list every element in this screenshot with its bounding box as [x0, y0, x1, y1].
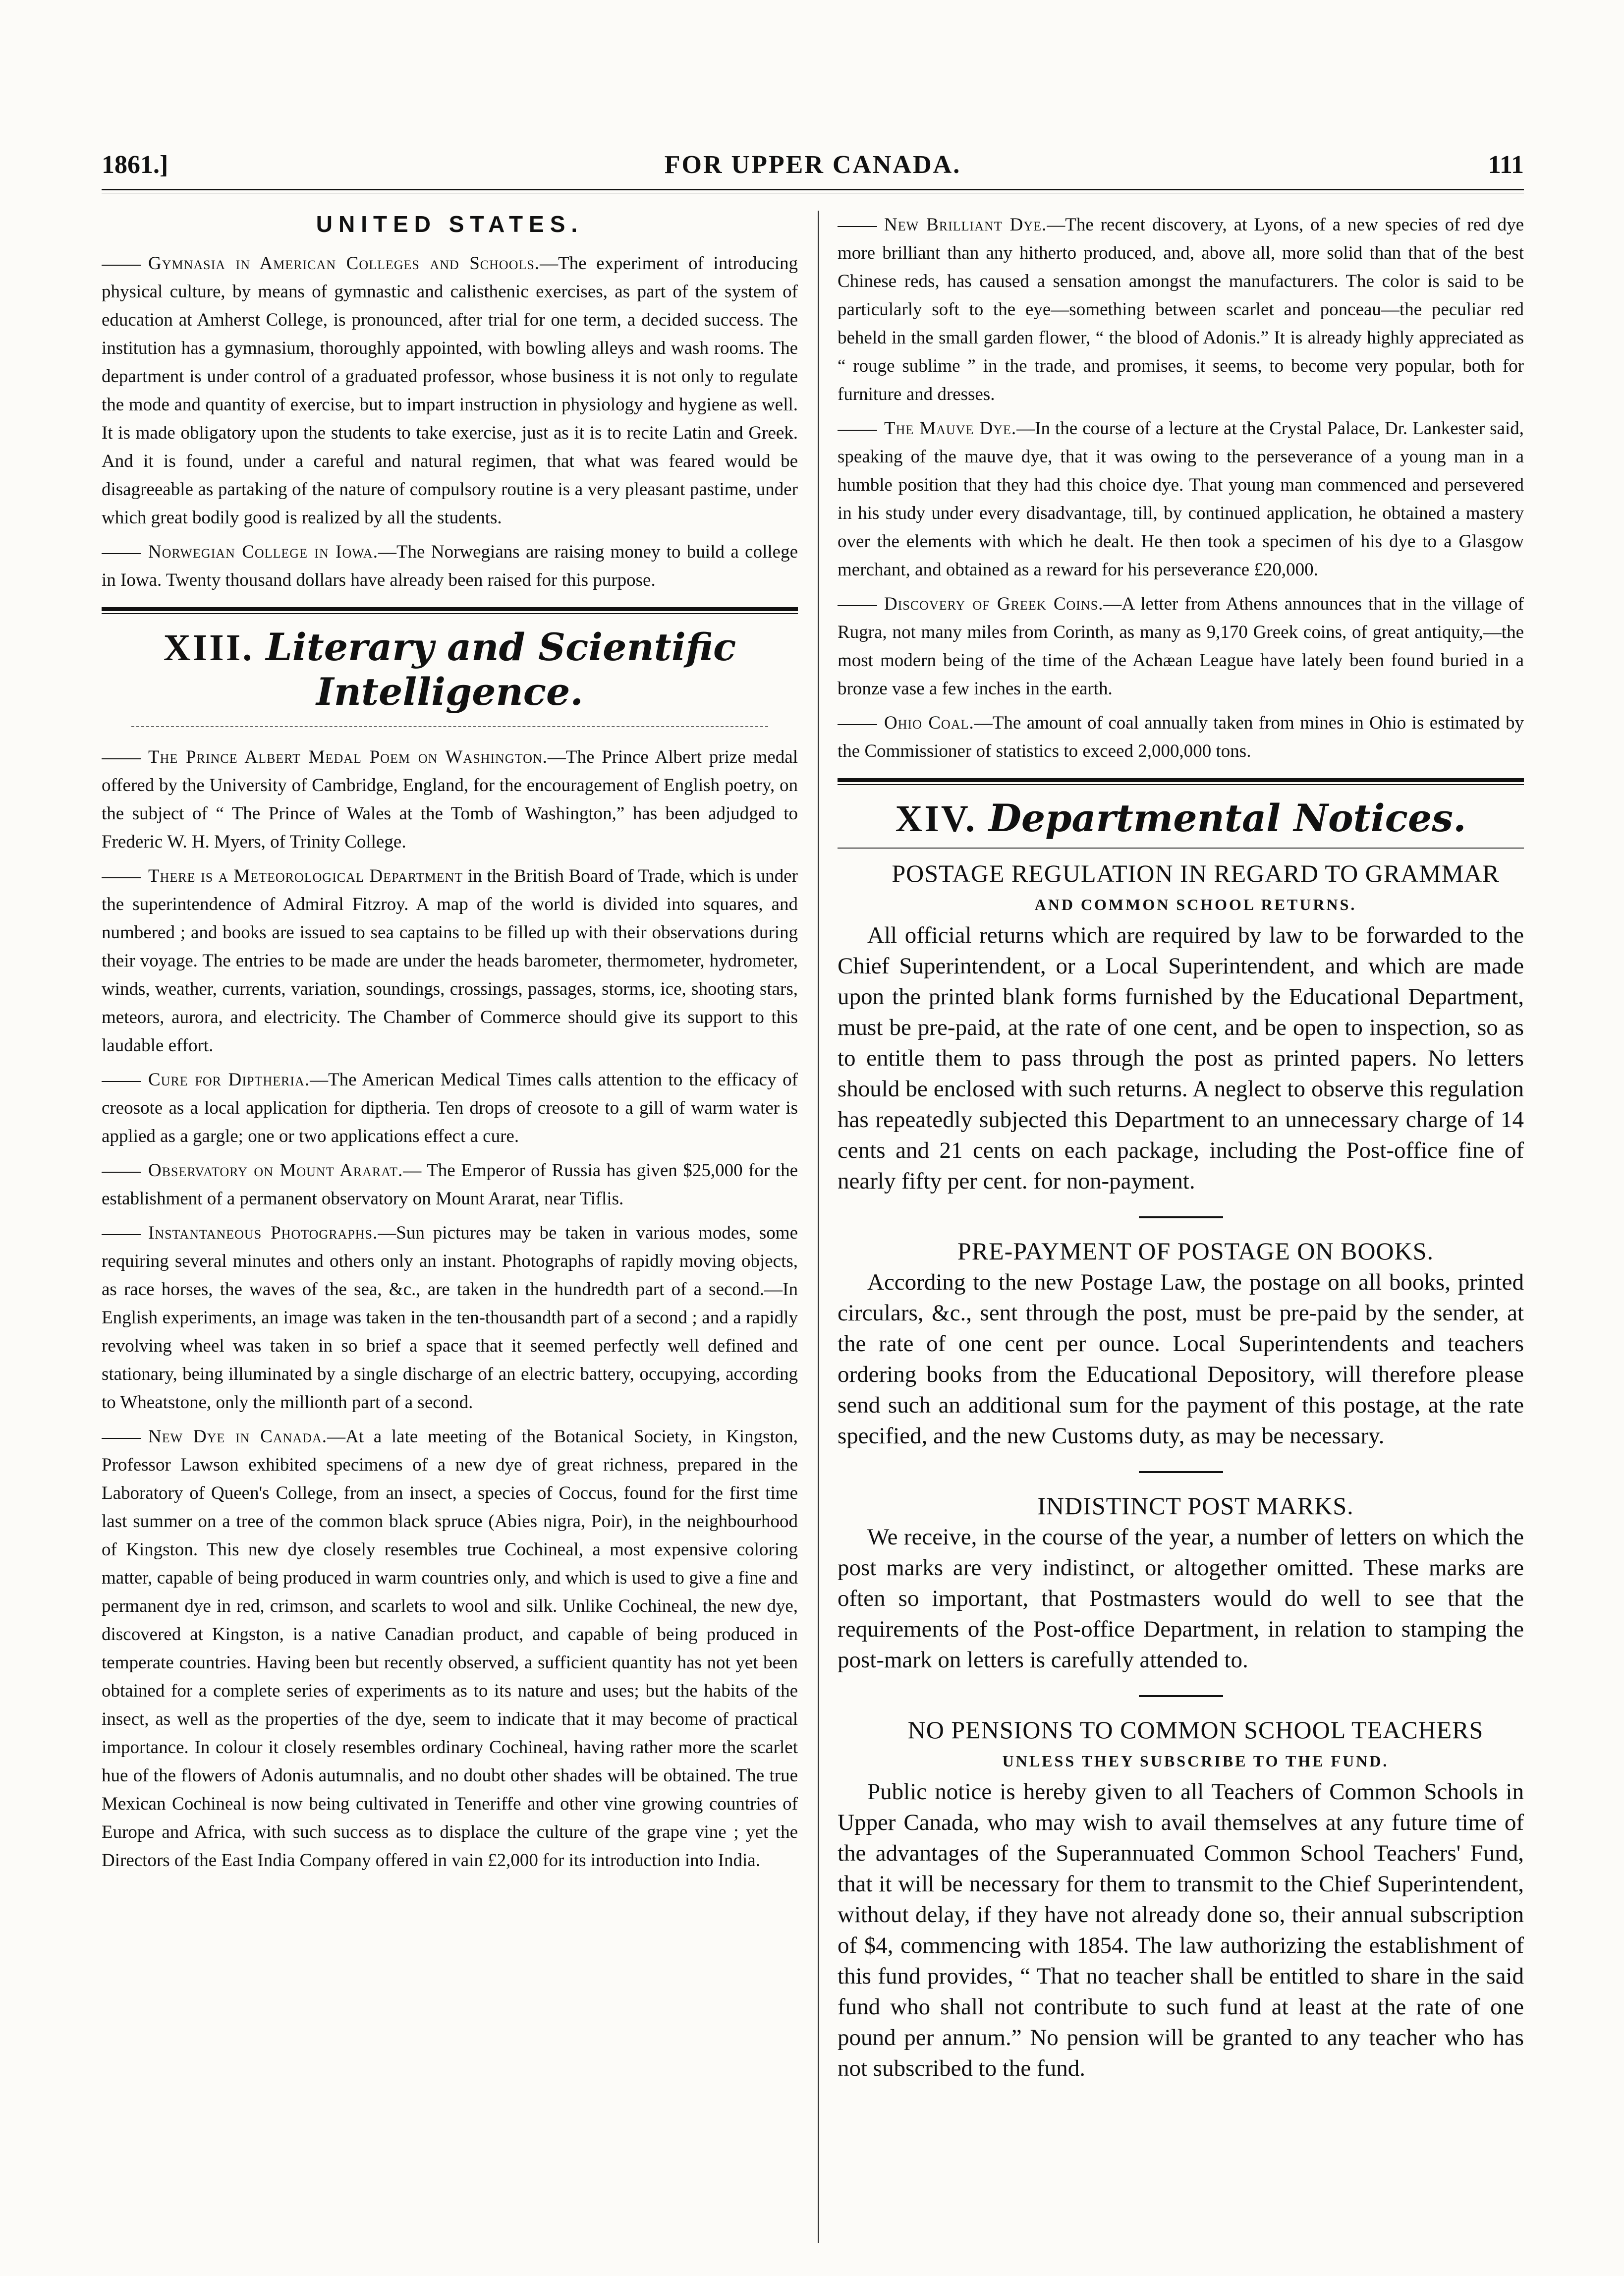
article-prince-albert-medal: [102, 743, 798, 856]
notice-subheading: UNLESS THEY SUBSCRIBE TO THE FUND.: [1002, 1752, 1389, 1770]
article-body: —The Norwegians are raising money to build a college in Iowa. Twenty thousand dollars have already been raised for this purpose.: [102, 542, 798, 590]
article-meteorological-department: [102, 862, 798, 1060]
section-underline: [838, 848, 1524, 849]
article-body: —The amount of coal annually taken from mines in Ohio is estimated by the Commissioner of statistics to exceed 2,000,000 tons.: [838, 713, 1524, 761]
article-title: Norwegian College in Iowa.: [148, 542, 378, 562]
divider-rule: [1139, 1216, 1223, 1218]
article-body: —In the course of a lecture at the Crystal Palace, Dr. Lankester said, speaking of the mauve dye, that it was owing to the perseverance of a young man in a humble position that they had this choice dye. That young man commenced and persevered in his study under every disadvantage, till, by continued application, he obtained a mastery over the elements with which he dealt. He then took a specimen of his dye to a Glasgow merchant, and obtained as a reward for his perseverance £20,000.: [838, 418, 1524, 580]
article-instantaneous-photographs: [102, 1219, 798, 1417]
article-new-dye-canada: [102, 1422, 798, 1875]
article-greek-coins: [838, 590, 1524, 703]
article-norwegian-college: [102, 538, 798, 594]
article-body: —The experiment of introducing physical culture, by means of gymnastic and calisthenic exercises, as part of the system of education at Amherst College, is pronounced, after trial for one term, a decided success. The institution has a gymnasium, thoroughly appointed, with bowling alleys and wash rooms. The department is under control of a graduated professor, whose business it is not only to regulate the mode and quantity of exercise, but to impart instruction in physiology and hygiene as well. It is made obligatory upon the students to take exercise, just as it is to recite Latin and Greek. And it is found, under a careful and natural regimen, that what was feared would be disagreeable as partaking of the nature of compulsory routine is a very pleasant pastime, under which great bodily good is realized by all the students.: [102, 253, 798, 528]
notice-heading: POSTAGE REGULATION IN REGARD TO GRAMMAR: [892, 859, 1500, 887]
section-rule: [102, 607, 798, 614]
section-name: Departmental Notices.: [989, 796, 1466, 840]
section-name: Literary and Scientific Intelligence.: [266, 625, 736, 714]
article-body: —A letter from Athens announces that in the village of Rugra, not many miles from Corinth, as many as 9,170 Greek coins, of great antiquity,—the most modern being of the time of the Achæan League have lately been found buried in a bronze vase a few inches in the earth.: [838, 594, 1524, 699]
article-body: in the British Board of Trade, which is under the superintendence of Admiral Fitzroy. A map of the world is divided into squares, and numbered ; and books are issued to sea captains to be filled up with their observations during their voyage. The entries to be made are under the heads barometer, thermometer, hydrometer, winds, weather, currents, variation, soundings, crossings, passages, storms, ice, shooting stars, meteors, aurora, and electricity. The Chamber of Commerce should give its support to this laudable effort.: [102, 866, 798, 1056]
article-body: —The recent discovery, at Lyons, of a new species of red dye more brilliant than any hitherto produced, and, above all, more solid than that of the best Chinese reds, has caused a sensation amongst the manufacturers. The color is said to be particularly soft to the eye—something between scarlet and ponceau—the peculiar red beheld in the small garden flower, “ the blood of Adonis.” It is already highly appreciated as “ rouge sublime ” in the trade, and promises, it seems, to become very popular, both for furniture and dresses.: [838, 215, 1524, 404]
section-heading-united-states: UNITED STATES.: [316, 211, 584, 237]
newspaper-page: [102, 141, 1524, 2258]
article-body: —The Prince Albert prize medal offered by the University of Cambridge, England, for the encouragement of English poetry, on the subject of “ The Prince of Wales at the Tomb of Washington,” has been adjudged to Frederic W. H. Myers, of Trinity College.: [102, 747, 798, 852]
notice-body: Public notice is hereby given to all Teachers of Common Schools in Upper Canada, who may wish to avail themselves at any future time of the advantages of the Superannuated Common School Teachers' Fund, that it will be necessary for them to transmit to the Chief Superintendent, without delay, if they have not already done so, their annual subscription of $4, commencing with 1854. The law authorizing the establishment of this fund provides, “ That no teacher shall be entitled to share in the said fund who shall not contribute to such fund at least at the rate of one pound per annum.” No pension will be granted to any teacher who has not subscribed to the fund.: [838, 1779, 1524, 2081]
article-gymnasia: [102, 249, 798, 532]
article-title: New Dye in Canada.: [148, 1426, 327, 1447]
column-divider: [818, 211, 819, 2243]
section-rule: [838, 778, 1524, 785]
article-mauve-dye: [838, 414, 1524, 584]
notice-heading: NO PENSIONS TO COMMON SCHOOL TEACHERS: [907, 1716, 1484, 1744]
notice-no-pensions: [838, 1714, 1524, 2084]
article-body: —The American Medical Times calls attention to the efficacy of creosote as a local application for diptheria. Ten drops of creosote to a gill of warm water is applied as a gargle; one or two applications effect a cure.: [102, 1070, 798, 1146]
header-date: 1861.]: [102, 151, 168, 179]
header-title: FOR UPPER CANADA.: [664, 151, 961, 179]
article-new-brilliant-dye: [838, 211, 1524, 408]
notices: [838, 857, 1524, 2084]
article-body: — The Emperor of Russia has given $25,000 for the establishment of a permanent observatory on Mount Ararat, near Tiflis.: [102, 1160, 798, 1209]
notice-body: We receive, in the course of the year, a number of letters on which the post marks are very indistinct, or altogether omitted. These marks are often so important, that Postmasters would do well to see that the requirements of the Post-office Department, in relation to stamping the post-mark on letters is carefully attended to.: [838, 1524, 1524, 1673]
notice-indistinct-post-marks: [838, 1490, 1524, 1675]
header-rule: [102, 189, 1524, 190]
article-body: —At a late meeting of the Botanical Society, in Kingston, Professor Lawson exhibited specimens of a new dye of great richness, prepared in the Laboratory of Queen's College, from an insect, a species of Coccus, found for the first time last summer on a tree of the common black spruce (Abies nigra, Poir), in the neighbourhood of Kingston. This new dye closely resembles true Cochineal, a most expensive coloring matter, capable of being produced in warm countries only, and which is used to give a fine and permanent dye in red, crimson, and scarlets to wool and silk. Unlike Cochineal, the new dye, discovered at Kingston, is a native Canadian product, and capable of being produced in temperate countries. Having been but recently observed, a sufficient quantity has not yet been obtained for a complete series of experiments as to its nature and uses; but the habits of the insect, as well as the properties of the dye, seem to indicate that it may become of practical importance. In colour it closely resembles ordinary Cochineal, having rather more the scarlet hue of the flowers of Adonis autumnalis, and no doubt other shades will be obtained. The true Mexican Cochineal is now being cultivated in Teneriffe and other vine growing countries of Europe and Africa, with such success as to displace the culture of the grape vine ; yet the Directors of the East India Company offered in vain £2,000 for its introduction into India.: [102, 1426, 798, 1871]
article-observatory-ararat: [102, 1156, 798, 1213]
section-xiv-title: [838, 796, 1524, 841]
notice-prepayment-postage: [838, 1235, 1524, 1451]
article-title: New Brilliant Dye.: [884, 215, 1047, 235]
article-cure-for-diptheria: [102, 1066, 798, 1150]
notice-subheading: AND COMMON SCHOOL RETURNS.: [1034, 896, 1357, 913]
divider-rule: [1139, 1695, 1223, 1697]
notice-postage-regulation: [838, 857, 1524, 1196]
xiii-items: [102, 743, 798, 1875]
us-items: [102, 249, 798, 594]
article-title: Ohio Coal.: [884, 713, 974, 733]
right-items: [838, 211, 1524, 765]
left-column: [102, 211, 798, 1880]
section-number: XIII.: [163, 627, 254, 669]
article-title: The Mauve Dye.: [884, 418, 1017, 439]
article-title: Discovery of Greek Coins.: [884, 594, 1104, 614]
article-title: Instantaneous Photographs.: [148, 1223, 378, 1243]
article-title: Cure for Diptheria.: [148, 1070, 310, 1090]
article-body: —Sun pictures may be taken in various modes, some requiring several minutes and others only an instant. Photographs of rapidly moving objects, as race horses, the waves of the sea, &c., are taken in the hundredth part of a second.—In English experiments, an image was taken in the ten-thousandth part of a second ; and a rapidly revolving wheel was taken in so brief a space that it seemed perfectly well defined and stationary, being illuminated by a single discharge of an electric battery, occupying, according to Wheatstone, only the millionth part of a second.: [102, 1223, 798, 1413]
article-title: Gymnasia in American Colleges and Schools.: [148, 253, 540, 274]
right-column: [838, 211, 1524, 2084]
notice-body: According to the new Postage Law, the postage on all books, printed circulars, &c., sent through the post, must be pre-paid by the sender, at the rate of one cent per ounce. Local Superintendents and teachers ordering books from the Educational Depository, will therefore please send such an additional sum for the payment of this postage, at the rate specified, and the new Customs duty, as may be necessary.: [838, 1269, 1524, 1449]
page-number: 111: [1488, 151, 1524, 179]
divider-rule: [1139, 1471, 1223, 1473]
notice-heading: PRE-PAYMENT OF POSTAGE ON BOOKS.: [957, 1237, 1434, 1265]
article-ohio-coal: [838, 709, 1524, 765]
ornamental-rule: [131, 719, 768, 727]
article-title: There is a Meteorological Department: [148, 866, 463, 886]
section-xiii-title: [102, 625, 798, 714]
article-title: The Prince Albert Medal Poem on Washington.: [148, 747, 548, 767]
page-header: [102, 141, 1524, 186]
section-number: XIV.: [895, 798, 977, 840]
article-title: Observatory on Mount Ararat.: [148, 1160, 403, 1181]
notice-heading: INDISTINCT POST MARKS.: [1037, 1492, 1354, 1520]
notice-body: All official returns which are required by law to be forwarded to the Chief Superintendent, or a Local Superintendent, and which are made upon the printed blank forms furnished by the Educational Department, must be pre-paid, at the rate of one cent, and be open to inspection, so as to entitle them to pass through the post as printed papers. No letters should be enclosed with such returns. A neglect to observe this regulation has repeatedly subjected this Department to an unnecessary charge of 14 cents and 21 cents on each package, including the Post-office fine of nearly fifty per cent. for non-payment.: [838, 922, 1524, 1194]
